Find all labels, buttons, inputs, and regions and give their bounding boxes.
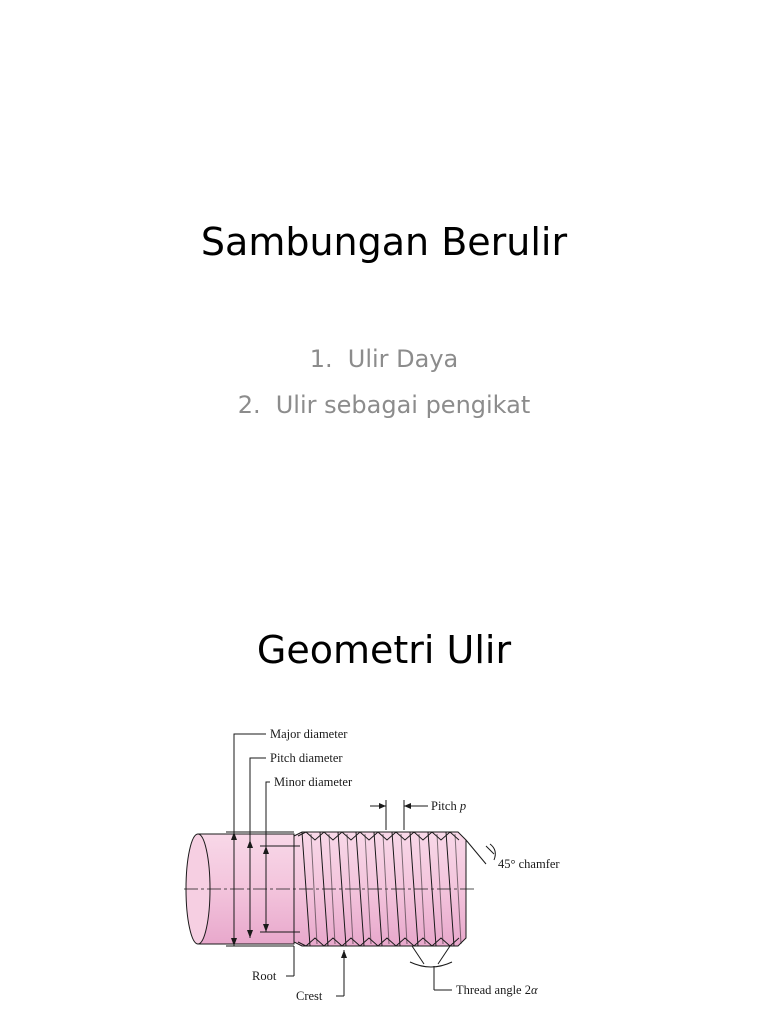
pitch-dimension: [370, 800, 428, 830]
topic-list: [0, 336, 768, 428]
label-root: Root: [252, 969, 277, 983]
thread-angle-callout: [410, 946, 452, 990]
label-major-diameter: Major diameter: [270, 727, 348, 741]
label-crest: Crest: [296, 989, 323, 1003]
chamfer-callout: [466, 840, 495, 864]
label-pitch-diameter: Pitch diameter: [270, 751, 343, 765]
list-number: 2.: [237, 391, 261, 419]
label-thread-angle: Thread angle 2α: [456, 983, 538, 997]
list-text: Ulir sebagai pengikat: [275, 391, 531, 419]
label-pitch: Pitch p: [431, 799, 467, 813]
label-minor-diameter: Minor diameter: [274, 775, 353, 789]
list-item: [0, 382, 768, 428]
thread-geometry-diagram: [176, 714, 596, 1014]
list-number: 1.: [309, 345, 333, 373]
slide-title-geometri: Geometri Ulir: [256, 628, 512, 672]
list-text: Ulir Daya: [347, 345, 459, 373]
slide-title-sambungan: Sambungan Berulir: [200, 220, 568, 264]
list-item: [0, 336, 768, 382]
label-chamfer: 45° chamfer: [498, 857, 560, 871]
